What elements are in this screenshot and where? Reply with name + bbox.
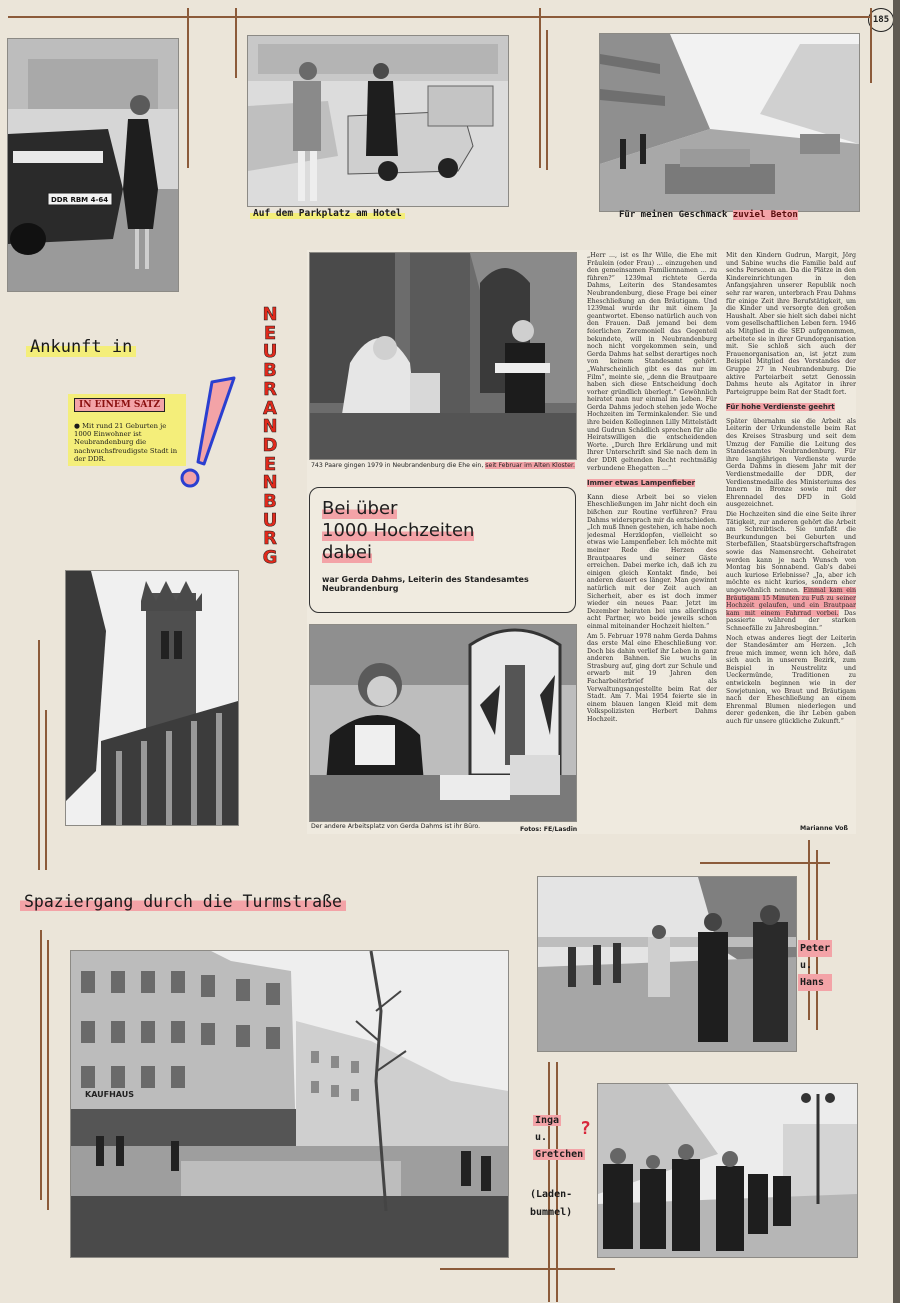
in-einem-satz-title: IN EINEM SATZ	[74, 398, 165, 412]
caption-parking: Auf dem Parkplatz am Hotel	[250, 208, 405, 219]
headline-line-2: 1000 Hochzeiten	[322, 520, 475, 541]
news-photo1-caption	[311, 462, 577, 470]
news-col2c-highlight: Einmal kam ein Bräutigam 15 Minuten zu Fuß zu seiner Hochzeit gelaufen, und ein Brautpaar kam mit einem Fahrrad vorbei.	[726, 586, 856, 617]
caption-and: u.	[800, 960, 813, 971]
photo-turmstrasse	[70, 950, 509, 1258]
caption-u: u.	[535, 1132, 548, 1143]
headline-box	[309, 487, 576, 613]
photo-parking	[247, 35, 509, 207]
decor-line-top	[8, 16, 870, 18]
news-column-1	[587, 252, 717, 830]
in-einem-satz-body: Mit rund 21 Geburten je 1000 Einwohner ist Neubrandenburg die nachwuchsfreudigste Stadt in der DDR.	[74, 422, 178, 463]
decor-line	[235, 8, 237, 78]
headline	[322, 498, 562, 564]
news-col1c-text: Am 5. Februar 1978 nahm Gerda Dahms das erste Mal eine Eheschließung vor. Doch bis dahin verlief ihr Leben in ganz anderen Bahnen. Sie wuchs in Strasburg auf, ging dort zur Schule und erwarb mit 19 Jahren den Facharbeiterbrief als Verwaltungsangestellte beim Rat der Stadt. Am 7. Mai 1954 feierte sie in einem blauen langen Kleid mit dem Volkspolizisten Herbert Dahms Hochzeit.	[587, 632, 717, 724]
headline-subline: war Gerda Dahms, Leiterin des Standesamtes Neubrandenburg	[322, 575, 529, 593]
decor-line	[38, 640, 40, 870]
vertical-title-neubrandenburg: NEUBRANDENBURG	[262, 304, 278, 569]
photo-pedestrians	[537, 876, 797, 1052]
headline-line-3: dabei	[322, 542, 372, 563]
news-col2-subhead	[726, 404, 856, 412]
news-photo1-caption-a: 743 Paare gingen 1979 in Neubrandenburg die Ehe ein,	[311, 462, 484, 469]
decor-line	[40, 930, 42, 1200]
car-plate: DDR RBM 4-64	[51, 196, 109, 204]
in-einem-satz-text: ● Mit rund 21 Geburten je 1000 Einwohner ist Neubrandenburg die nachwuchsfreudigste Stadt in der DDR.	[74, 422, 178, 463]
caption-taste	[619, 210, 798, 220]
news-col2c-paragraph	[726, 511, 856, 633]
photo-woman-car	[7, 38, 179, 292]
news-column-2	[726, 252, 856, 824]
decor-line	[870, 8, 872, 83]
photo-street	[599, 33, 860, 212]
decor-line	[539, 8, 541, 168]
decor-line	[700, 862, 830, 864]
photo-church	[65, 570, 239, 826]
shop-sign: KAUFHAUS	[85, 1090, 135, 1099]
caption-inga-gretchen	[533, 1112, 585, 1163]
in-einem-satz-clipping	[68, 394, 186, 466]
caption-inga: Inga	[535, 1115, 560, 1126]
news-author: Marianne Voß	[800, 825, 848, 832]
caption-gretchen: Gretchen	[535, 1149, 584, 1160]
page-number: 185	[868, 8, 893, 32]
news-col2c-text: Die Hochzeiten sind die eine Seite ihrer Tätigkeit, zur anderen gehört die Arbeit am Schreibtisch. Sie umfaßt die Beurkundungen bei Geburten und Sterbefällen, Staatsbürgerschaftsfragen sowie das Namensrecht. Geheiratet werden kann je nach Wunsch von Montag bis Sonnabend. Gab's dabei auch kuriose Erlebnisse? „Ja, aber ich möchte es nicht kurios, sondern eher ungewöhnlich nennen.	[726, 511, 856, 594]
decor-line	[556, 1062, 558, 1302]
caption-hans: Hans	[798, 974, 832, 991]
news-col2-subhead-text: Für hohe Verdienste geehrt	[726, 403, 835, 412]
news-photo2-caption: Der andere Arbeitsplatz von Gerda Dahms ist ihr Büro.	[311, 823, 481, 830]
decor-line	[808, 840, 810, 1020]
news-photo1-caption-b: seit Februar im Alten Kloster.	[485, 462, 575, 469]
caption-bummel: bummel)	[530, 1207, 573, 1218]
question-mark: ?	[580, 1118, 591, 1139]
exclamation-mark-drawing	[176, 374, 238, 492]
decor-line	[546, 30, 548, 170]
news-photo-wedding	[309, 252, 577, 460]
news-col2c-end: Das passierte während der starken Schneefälle zu Jahresbeginn.“	[726, 609, 856, 632]
section-heading-arrival: Ankunft in	[26, 337, 136, 357]
headline-line-1: Bei über	[322, 498, 398, 519]
photo-credit: Fotos: FE/Lasdin	[520, 826, 578, 833]
news-col1-subhead-text: Immer etwas Lampenfieber	[587, 479, 696, 488]
decor-line	[548, 1062, 550, 1302]
caption-peter: Peter	[798, 940, 832, 957]
news-col1-subhead	[587, 480, 717, 488]
caption-peter-hans	[798, 940, 832, 991]
decor-line	[187, 8, 189, 168]
photo-ladenbummel	[597, 1083, 858, 1258]
caption-ladenbummel	[530, 1186, 572, 1222]
news-col2d-text: Noch etwas anderes liegt der Leiterin der Standesämter am Herzen. „Ich freue mich immer, wenn ich höre, daß sich auch in unserem Bezirk, zum Beispiel in Neustrelitz und Ueckermünde, Traditionen zu entwickeln beginnen wie in der Sowjetunion, wo Braut und Bräutigam nach der Eheschließung an einem Ehrenmal Blumen niederlegen und derer gedenken, die ihr Leben gaben auch für unsere glückliche Zukunft.“	[726, 634, 856, 726]
news-col2b-text: Später übernahm sie die Arbeit als Leiterin der Urkundenstelle beim Rat des Kreises Strasburg und seit dem Umzug der Familie die Leitung des Standesamtes Neubrandenburg. Für ihre langjährigen Verdienste wurde Gerda Dahms in diesem Jahr mit der Verdienstmedaille der DDR, der Verdienstmedaille des Ministeriums des Innern in Bronze sowie mit der Ehrennadel des DFD in Gold ausgezeichnet.	[726, 417, 856, 509]
news-col1b-text: Kann diese Arbeit bei so vielen Eheschließungen im Jahr nicht doch ein bißchen zur Routine verführen? Frau Dahms widersprach mir da entschieden. „Ich muß Ihnen gestehen, ich habe noch jedesmal Herzklopfen, vielleicht so etwas wie Lampenfieber. Ich möchte mit meiner Rede die Herzen des Brautpaares und seiner Gäste erreichen. Dabei merke ich, daß ich zu einigen gleich Kontakt finde, bei anderen dauert es länger. Man gewinnt natürlich mit der Zeit auch an Sicherheit, aber es ist doch immer wieder ein neues Paar. Jetzt im Dezember heiraten bei uns allerdings acht Partner, wo beide jeweils schon einmal miteinander Hochzeit hielten.“	[587, 493, 717, 630]
caption-laden: (Laden-	[530, 1189, 573, 1200]
news-col2-text: Mit den Kindern Gudrun, Margit, Jörg und Sabine wuchs die Familie bald auf sechs Personen an. Da die Plätze in den Kindereinrichtungen in den Anfangsjahren unserer Republik noch sehr rar waren, unterbrach Frau Dahms für einige Zeit ihre Berufstätigkeit, um die Kinder und versorgte den großen Haushalt. Aber sie hielt sich dabei nicht vom gesellschaftlichen Leben fern. 1946 als Mitglied in die SED aufgenommen, arbeitete sie in ihrer Grundorganisation mit. Sie schloß sich auch der Frauenorganisation an, ist jetzt zum Beispiel Mitglied des Vorstandes der Gruppe 27 in Neubrandenburg. Die aktive Parteiarbeit setzt Genossin Dahms heute als Agitator in ihrer Parteigruppe beim Rat der Stadt fort.	[726, 252, 856, 396]
section-heading-walk: Spaziergang durch die Turmstraße	[20, 892, 346, 911]
news-col1-text: „Herr ..., ist es Ihr Wille, die Ehe mit Fräulein (oder Frau) ... einzugehen und den gemeinsamen Familiennamen ... zu führen?“ 1239mal richtete Gerda Dahms, Leiterin des Standesamtes Neubrandenburg, diese Frage bei einer Eheschließung an den Bräutigam. Und 1239mal wurde ihr mit einem Ja geantwortet. Ebenso natürlich auch von den Frauen. Daß jemand bei dem feierlichen Zeremoniell das Gegenteil bekundete, will in Neubrandenburg noch nicht vorgekommen sein, und Gerda Dahms hat selbst derartiges noch von keinem Standesamt gehört. „Wahrscheinlich gibt es das nur im Film“, meinte sie, „denn die Brautpaare haben sich diese Entscheidung doch vorher gründlich überlegt.“ Gewöhnlich heiratet man nur einmal im Leben. Für Gerda Dahms jedoch stehen jede Woche Hochzeiten im Terminkalender. Sie und ihre beiden Kolleginnen Lilly Mittelstädt und Gudrun Schädlich sprechen für alle Heiratswilligen die entscheidenden Worte. „Durch Ihre Erklärung und mit Ihrer Unterschrift sind Sie nach dem in der DDR geltenden Recht rechtmäßig verbundene Ehegatten ...“	[587, 252, 717, 472]
decor-line	[47, 940, 49, 1210]
caption-taste-prefix: Für meinen Geschmack	[619, 210, 728, 220]
decor-line	[45, 710, 47, 870]
caption-taste-highlight: zuviel Beton	[732, 210, 798, 220]
news-photo-office	[309, 624, 577, 822]
decor-line	[440, 1268, 615, 1270]
